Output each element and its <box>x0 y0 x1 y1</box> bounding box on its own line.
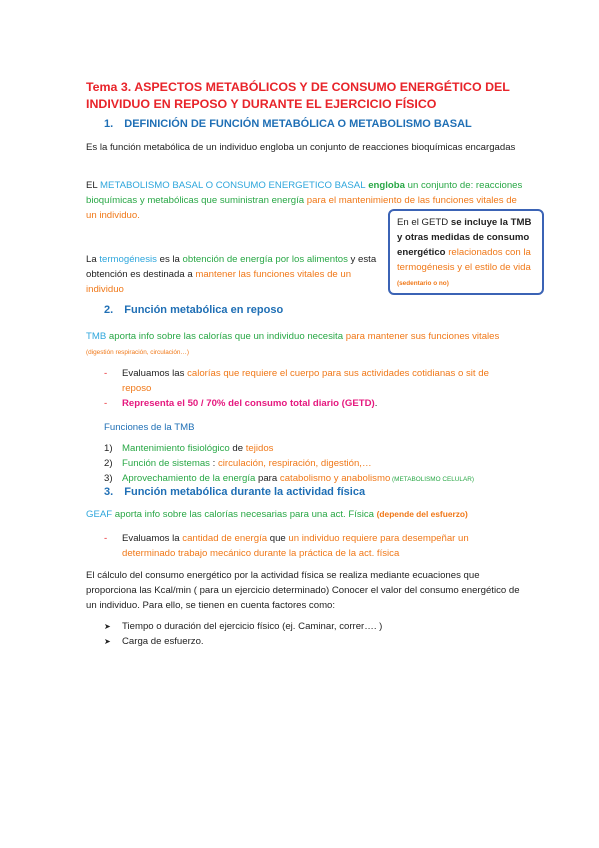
text-span: Mantenimiento fisiológico <box>122 443 230 454</box>
list-item: Carga de esfuerzo. <box>122 636 204 647</box>
text-span: Evaluamos las <box>122 368 188 379</box>
text-span: Evaluamos la <box>122 533 183 544</box>
text-span: para <box>255 473 280 484</box>
subheading: Funciones de la TMB <box>104 422 195 433</box>
text-span: se incluye la TMB y otras medidas de consumo energético <box>397 217 532 258</box>
text-span: engloba <box>365 180 408 191</box>
section-2-number: 2. <box>104 304 114 316</box>
text-span: : <box>209 458 218 469</box>
section-3-number: 3. <box>104 486 114 498</box>
text-span: circulación, respiración, digestión,… <box>217 458 372 469</box>
list-item <box>122 366 520 396</box>
text-span: cantidad de energía <box>182 533 268 544</box>
list-item <box>122 396 520 411</box>
text-span: TMB <box>86 331 107 342</box>
text-span: catabolismo y anabolismo <box>279 473 391 484</box>
dash-icon: - <box>104 533 108 544</box>
section-3-heading <box>104 486 365 498</box>
list-item <box>122 441 522 456</box>
section-1-para-1: Es la función metabólica de un individuo engloba un conjunto de reacciones bioquímicas encargadas <box>86 142 516 153</box>
section-3-para <box>86 507 526 522</box>
section-3-para-2: El cálculo del consumo energético por la actividad física se realiza mediante ecuaciones que proporciona las Kcal/min ( para un ejercicio determinado) Conocer el valor del consumo energético de un individuo. Para ello, se tienen en cuenta factores como: <box>86 570 520 611</box>
list-number: 1) <box>104 443 113 454</box>
section-2-heading <box>104 304 283 316</box>
text-span: La <box>86 254 100 265</box>
dash-icon: - <box>104 368 108 379</box>
text-span: GEAF <box>86 509 113 520</box>
text-span: obtención de energía por los alimentos <box>182 254 348 265</box>
text-span: (METABOLISMO CELULAR) <box>390 476 474 483</box>
text-span: tejidos <box>245 443 274 454</box>
arrow-bullet-icon: ➤ <box>104 637 111 646</box>
text-span: (sedentario o no) <box>397 280 449 287</box>
arrow-bullet-icon: ➤ <box>104 622 111 631</box>
text-span: . <box>374 398 378 409</box>
text-span: (depende del esfuerzo) <box>376 509 468 519</box>
list-item <box>122 456 522 471</box>
section-1-heading <box>104 118 472 130</box>
text-span: un individuo requiere para desempeñar un determinado trabajo mecánico durante la práctica de la act. física <box>122 533 469 559</box>
section-2-title: Función metabólica en reposo <box>124 304 284 316</box>
list-item <box>122 531 522 561</box>
section-2-para <box>86 329 526 360</box>
list-number: 3) <box>104 473 113 484</box>
page-title: Tema 3. ASPECTOS METABÓLICOS Y DE CONSUMO ENERGÉTICO DEL INDIVIDUO EN REPOSO Y DURANTE EL EJERCICIO FÍSICO <box>86 80 510 111</box>
section-1-number: 1. <box>104 118 114 130</box>
section-1-title: DEFINICIÓN DE FUNCIÓN METABÓLICA O METABOLISMO BASAL <box>124 118 472 130</box>
text-span: mantener las funciones vitales de un individuo <box>86 269 352 295</box>
list-item: Tiempo o duración del ejercicio físico (ej. Caminar, correr…. ) <box>122 621 383 632</box>
text-span: y esta obtención es destinada a <box>86 254 377 280</box>
text-span: calorías que requiere el cuerpo <box>187 368 320 379</box>
text-span: para el mantenimiento de las funciones vitales de un individuo. <box>86 195 517 221</box>
text-span: (digestión respiración, circulación…) <box>86 349 190 356</box>
note-box <box>388 209 544 295</box>
text-span: un conjunto de: reacciones bioquímicas y metabólicas que suministran energía <box>86 180 523 206</box>
text-span: de <box>229 443 246 454</box>
list-item <box>122 471 542 487</box>
text-span: es la <box>156 254 183 265</box>
text-span: EL <box>86 180 101 191</box>
text-span: termogénesis <box>99 254 157 265</box>
section-1-para-3 <box>86 252 378 297</box>
text-span: Función de sistemas <box>122 458 210 469</box>
text-span: para sus actividades cotidianas o sit de reposo <box>122 368 489 394</box>
text-span: que <box>267 533 289 544</box>
dash-icon: - <box>104 398 108 409</box>
text-span: relacionados con la termogénesis y el estilo de vida <box>397 247 531 273</box>
text-span: Representa el 50 / 70% del consumo total diario (GETD) <box>122 398 375 409</box>
list-number: 2) <box>104 458 113 469</box>
text-span: aporta info sobre las calorías necesarias para una act. Física <box>112 509 377 520</box>
section-3-title: Función metabólica durante la actividad física <box>124 486 366 498</box>
text-span: Aprovechamiento de la energía <box>122 473 256 484</box>
text-span: METABOLISMO BASAL O CONSUMO ENERGETICO BASAL <box>100 180 366 191</box>
text-span: para mantener sus funciones vitales <box>343 331 500 342</box>
text-span: aporta info sobre las calorías que un individuo necesita <box>106 331 344 342</box>
text-span: En el GETD <box>397 217 451 228</box>
